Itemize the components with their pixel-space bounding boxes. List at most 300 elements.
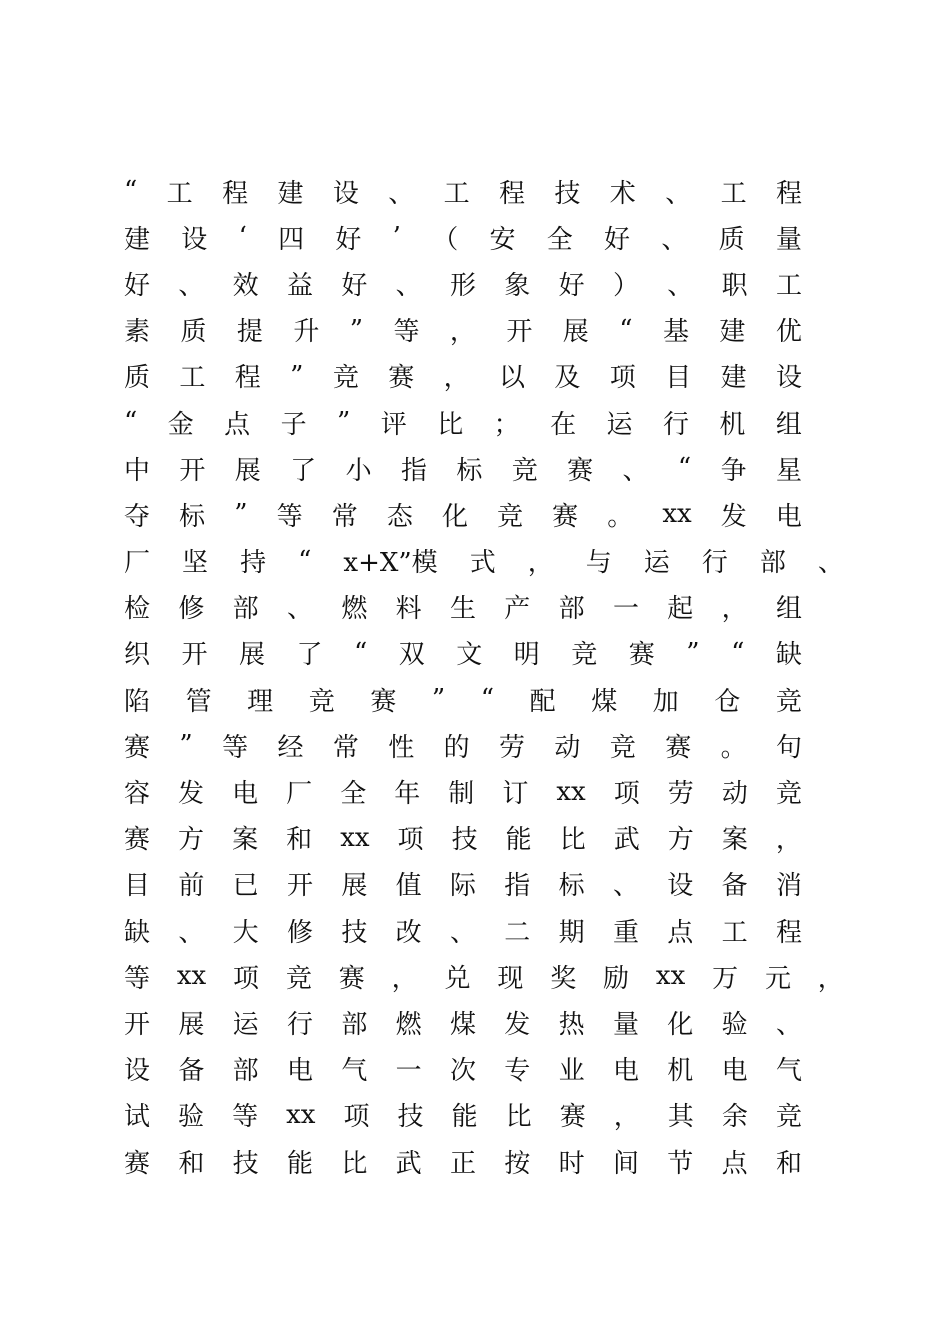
text-token: 术: [609, 178, 636, 209]
text-token: ，: [613, 1102, 640, 1133]
text-token: 等: [276, 501, 303, 532]
text-token: 目: [665, 363, 692, 394]
text-token: 兑: [444, 963, 471, 994]
text-token: 验: [721, 1009, 748, 1040]
text-line-4: [124, 307, 802, 353]
text-token: 容: [124, 779, 151, 810]
text-token: 建: [719, 317, 746, 348]
text-token: 工: [720, 178, 747, 209]
text-line-8: [124, 491, 802, 537]
text-token: 金: [167, 409, 194, 440]
text-token: ”: [337, 407, 351, 438]
text-token: 专: [504, 1056, 531, 1087]
text-token: 电: [232, 779, 259, 810]
text-token: 展: [239, 640, 266, 671]
text-token: 开: [286, 871, 313, 902]
text-token: 缺: [775, 640, 802, 671]
text-token: ，: [443, 363, 470, 394]
text-token: 小: [345, 455, 372, 486]
text-token: 指: [504, 871, 531, 902]
text-token: 管: [185, 686, 212, 717]
text-token: ，: [449, 317, 476, 348]
text-token: 开: [179, 455, 206, 486]
text-token: xx: [340, 822, 370, 853]
text-token: 点: [224, 409, 251, 440]
text-token: 持: [240, 548, 267, 579]
text-token: “: [619, 314, 633, 345]
text-token: ，: [391, 963, 418, 994]
text-token: 期: [558, 917, 585, 948]
text-token: 句: [775, 732, 802, 763]
text-token: 时: [558, 1148, 585, 1179]
text-token: 、: [449, 917, 476, 948]
text-token: 星: [775, 455, 802, 486]
text-token: 在: [550, 409, 577, 440]
text-token: 形: [449, 270, 476, 301]
text-token: 质: [718, 224, 745, 255]
text-token: 展: [341, 871, 368, 902]
text-token: 重: [612, 917, 639, 948]
text-token: 好: [558, 270, 585, 301]
text-token: 电: [721, 1056, 748, 1087]
text-token: 、: [286, 594, 313, 625]
text-token: 动: [721, 779, 748, 810]
text-token: 效: [232, 270, 259, 301]
text-token: ）: [612, 270, 639, 301]
text-token: 行: [701, 548, 728, 579]
text-token: 双: [398, 640, 425, 671]
text-token: 竞: [332, 363, 359, 394]
text-token: 运: [232, 1009, 259, 1040]
text-token: 和: [178, 1148, 205, 1179]
text-token: 设: [332, 178, 359, 209]
text-token: 业: [558, 1056, 585, 1087]
text-token: 、: [775, 1009, 802, 1040]
text-token: 指: [400, 455, 427, 486]
text-line-2: [124, 214, 802, 260]
text-token: 化: [667, 1009, 694, 1040]
text-token: 赛: [124, 732, 151, 763]
text-token: 比: [437, 409, 464, 440]
text-token: 。: [607, 501, 634, 532]
text-line-5: [124, 353, 802, 399]
text-token: 已: [232, 871, 259, 902]
text-token: 理: [247, 686, 274, 717]
text-token: 能: [451, 1102, 478, 1133]
text-line-21: [124, 1092, 802, 1138]
text-line-9: [124, 538, 844, 584]
text-token: 标: [558, 871, 585, 902]
text-token: 行: [286, 1009, 313, 1040]
text-token: 机: [719, 409, 746, 440]
text-token: 工: [721, 917, 748, 948]
text-token: 能: [505, 825, 532, 856]
text-token: 节: [667, 1148, 694, 1179]
text-token: 全: [340, 779, 367, 810]
text-token: 部: [232, 1056, 259, 1087]
text-token: 动: [554, 732, 581, 763]
text-token: 态: [386, 501, 413, 532]
text-token: 建: [277, 178, 304, 209]
text-token: 竞: [497, 501, 524, 532]
text-token: 、: [178, 917, 205, 948]
text-line-12: [124, 676, 802, 722]
text-token: 技: [232, 1148, 259, 1179]
text-token: 煤: [591, 686, 618, 717]
text-token: ，: [527, 548, 554, 579]
text-token: 部: [232, 594, 259, 625]
text-token: 料: [395, 594, 422, 625]
text-token: 、: [388, 178, 415, 209]
text-token: “: [480, 684, 495, 715]
text-token: 开: [124, 1009, 151, 1040]
text-token: 厂: [124, 548, 151, 579]
text-token: 的: [443, 732, 470, 763]
text-token: 技: [341, 917, 368, 948]
text-token: 、: [395, 270, 422, 301]
text-token: 行: [662, 409, 689, 440]
text-token: 评: [380, 409, 407, 440]
text-token: 设: [667, 871, 694, 902]
text-token: 电: [286, 1056, 313, 1087]
text-token: ，: [775, 825, 802, 856]
text-token: 气: [341, 1056, 368, 1087]
text-token: x+X”模: [343, 548, 438, 579]
text-line-10: [124, 584, 802, 630]
text-token: 设: [775, 363, 802, 394]
text-token: 等: [393, 317, 420, 348]
text-token: ，: [817, 963, 844, 994]
text-token: 坚: [182, 548, 209, 579]
text-token: 修: [178, 594, 205, 625]
text-token: 运: [643, 548, 670, 579]
text-token: 一: [612, 594, 639, 625]
text-token: 奖: [550, 963, 577, 994]
text-token: 工: [166, 178, 193, 209]
text-token: 工: [443, 178, 470, 209]
text-token: 竞: [511, 455, 538, 486]
text-token: 项: [609, 363, 636, 394]
text-token: 好: [341, 270, 368, 301]
text-token: 全: [546, 224, 573, 255]
text-token: 前: [178, 871, 205, 902]
text-token: 开: [181, 640, 208, 671]
text-token: 与: [585, 548, 612, 579]
text-token: 程: [775, 178, 802, 209]
text-token: 比: [505, 1102, 532, 1133]
text-token: 展: [234, 455, 261, 486]
text-token: 安: [489, 224, 516, 255]
text-token: 等: [232, 1102, 259, 1133]
text-line-6: [124, 399, 802, 445]
text-token: 项: [613, 779, 640, 810]
text-token: 建: [720, 363, 747, 394]
text-token: 项: [397, 825, 424, 856]
text-token: 赛: [124, 825, 151, 856]
text-token: 比: [559, 825, 586, 856]
text-token: 赛: [552, 501, 579, 532]
text-token: 程: [234, 363, 261, 394]
text-token: ，: [721, 594, 748, 625]
text-token: 电: [612, 1056, 639, 1087]
text-token: 赛: [559, 1102, 586, 1133]
text-token: 益: [286, 270, 313, 301]
text-token: ”: [179, 730, 193, 761]
text-token: 量: [775, 224, 802, 255]
text-line-7: [124, 445, 802, 491]
text-token: 缺: [124, 917, 151, 948]
text-token: 点: [721, 1148, 748, 1179]
text-token: 组: [775, 594, 802, 625]
text-token: 程: [499, 178, 526, 209]
text-token: 正: [449, 1148, 476, 1179]
text-token: “: [731, 637, 745, 668]
text-token: ”: [431, 684, 446, 715]
text-token: 程: [222, 178, 249, 209]
text-token: 质: [124, 363, 151, 394]
text-token: 竞: [285, 963, 312, 994]
text-token: 劳: [667, 779, 694, 810]
text-token: “: [677, 453, 692, 484]
text-token: 基: [662, 317, 689, 348]
text-token: 部: [341, 1009, 368, 1040]
text-token: 竞: [775, 1102, 802, 1133]
text-token: 象: [504, 270, 531, 301]
text-token: “: [124, 176, 138, 207]
text-token: 赛: [370, 686, 397, 717]
text-token: 技: [451, 825, 478, 856]
text-token: 中: [124, 455, 151, 486]
text-token: 程: [775, 917, 802, 948]
text-token: 值: [395, 871, 422, 902]
text-token: 方: [667, 825, 694, 856]
text-token: 技: [554, 178, 581, 209]
text-token: 劳: [499, 732, 526, 763]
text-token: 备: [178, 1056, 205, 1087]
text-token: 好: [124, 270, 151, 301]
text-token: 武: [613, 825, 640, 856]
text-token: 竞: [571, 640, 598, 671]
text-token: 、: [661, 224, 688, 255]
text-token: 案: [721, 825, 748, 856]
text-token: 加: [652, 686, 679, 717]
text-token: 夺: [124, 501, 151, 532]
text-token: xx: [662, 499, 692, 530]
text-token: 优: [775, 317, 802, 348]
text-line-11: [124, 630, 802, 676]
text-token: 煤: [449, 1009, 476, 1040]
text-token: 发: [720, 501, 747, 532]
text-token: 二: [504, 917, 531, 948]
text-token: 升: [293, 317, 320, 348]
text-token: ‘: [238, 222, 247, 253]
text-line-13: [124, 722, 802, 768]
text-token: ”: [290, 360, 304, 391]
text-token: 标: [456, 455, 483, 486]
text-token: 消: [775, 871, 802, 902]
text-token: （: [432, 224, 459, 255]
text-token: 四: [278, 224, 305, 255]
text-token: 、: [667, 270, 694, 301]
text-token: 热: [558, 1009, 585, 1040]
text-token: 、: [817, 548, 844, 579]
text-token: 比: [341, 1148, 368, 1179]
text-token: “: [354, 637, 368, 668]
text-token: 验: [178, 1102, 205, 1133]
text-token: 子: [280, 409, 307, 440]
text-token: “: [298, 545, 312, 576]
text-token: 方: [178, 825, 205, 856]
text-token: 组: [775, 409, 802, 440]
text-line-17: [124, 907, 802, 953]
text-token: 武: [395, 1148, 422, 1179]
text-token: 机: [667, 1056, 694, 1087]
text-token: xx: [556, 776, 586, 807]
text-token: 赛: [567, 455, 594, 486]
text-token: 燃: [341, 594, 368, 625]
text-token: xx: [655, 961, 686, 992]
text-token: 电: [775, 501, 802, 532]
text-token: 竞: [775, 779, 802, 810]
text-line-20: [124, 1046, 802, 1092]
text-token: 争: [720, 455, 747, 486]
text-token: 展: [562, 317, 589, 348]
text-token: 设: [124, 1056, 151, 1087]
text-token: 订: [502, 779, 529, 810]
text-line-1: [124, 168, 802, 214]
text-token: 性: [388, 732, 415, 763]
text-token: 项: [233, 963, 260, 994]
text-token: 一: [395, 1056, 422, 1087]
text-token: 发: [178, 779, 205, 810]
text-line-16: [124, 861, 802, 907]
text-token: 了: [290, 455, 317, 486]
text-token: ”: [234, 499, 248, 530]
text-token: 、: [612, 871, 639, 902]
text-token: 陷: [124, 686, 151, 717]
text-token: 目: [124, 871, 151, 902]
text-token: 好: [335, 224, 362, 255]
text-line-18: [124, 953, 844, 999]
text-token: “: [124, 407, 138, 438]
text-token: 励: [603, 963, 630, 994]
text-token: 大: [232, 917, 259, 948]
text-token: 技: [397, 1102, 424, 1133]
text-token: xx: [176, 961, 207, 992]
text-token: 部: [759, 548, 786, 579]
text-token: 素: [124, 317, 151, 348]
text-token: 运: [606, 409, 633, 440]
text-token: 改: [395, 917, 422, 948]
text-token: 好: [604, 224, 631, 255]
text-token: 和: [775, 1148, 802, 1179]
text-token: 配: [529, 686, 556, 717]
text-token: 设: [181, 224, 208, 255]
text-token: 按: [504, 1148, 531, 1179]
text-token: 建: [124, 224, 151, 255]
text-token: 修: [286, 917, 313, 948]
text-token: 际: [449, 871, 476, 902]
text-token: 提: [236, 317, 263, 348]
text-token: 次: [449, 1056, 476, 1087]
text-token: 常: [331, 501, 358, 532]
text-token: xx: [286, 1099, 316, 1130]
text-token: 职: [721, 270, 748, 301]
text-token: 工: [775, 270, 802, 301]
text-token: 化: [441, 501, 468, 532]
text-token: 赛: [388, 363, 415, 394]
text-token: 竞: [308, 686, 335, 717]
text-token: 。: [720, 732, 747, 763]
body-text: [124, 168, 924, 1184]
text-token: 燃: [395, 1009, 422, 1040]
text-token: 开: [506, 317, 533, 348]
text-token: ”: [686, 637, 700, 668]
text-token: 元: [764, 963, 791, 994]
text-line-3: [124, 260, 802, 306]
text-token: 制: [448, 779, 475, 810]
text-token: 式: [469, 548, 496, 579]
text-token: 年: [394, 779, 421, 810]
text-token: 及: [554, 363, 581, 394]
text-token: 现: [497, 963, 524, 994]
text-token: 生: [449, 594, 476, 625]
text-token: 、: [665, 178, 692, 209]
text-token: 明: [513, 640, 540, 671]
text-token: 余: [721, 1102, 748, 1133]
text-token: 、: [178, 270, 205, 301]
text-token: 试: [124, 1102, 151, 1133]
text-token: 和: [286, 825, 313, 856]
text-token: 赛: [665, 732, 692, 763]
text-token: 点: [667, 917, 694, 948]
text-token: ；: [493, 409, 520, 440]
text-token: 赛: [124, 1148, 151, 1179]
text-token: 竞: [609, 732, 636, 763]
text-token: 气: [775, 1056, 802, 1087]
text-token: 以: [499, 363, 526, 394]
text-token: 等: [124, 963, 151, 994]
text-token: 量: [612, 1009, 639, 1040]
text-line-14: [124, 768, 802, 814]
text-line-19: [124, 999, 802, 1045]
text-token: 经: [277, 732, 304, 763]
text-token: 项: [343, 1102, 370, 1133]
text-token: 了: [296, 640, 323, 671]
text-token: 标: [179, 501, 206, 532]
text-token: 能: [286, 1148, 313, 1179]
text-token: 发: [504, 1009, 531, 1040]
text-token: 万: [712, 963, 739, 994]
text-token: 其: [667, 1102, 694, 1133]
text-token: 竞: [775, 686, 802, 717]
text-token: 间: [612, 1148, 639, 1179]
text-token: 工: [179, 363, 206, 394]
text-line-15: [124, 815, 802, 861]
text-token: 产: [504, 594, 531, 625]
text-token: ’: [392, 222, 401, 253]
text-token: 起: [667, 594, 694, 625]
text-token: 厂: [286, 779, 313, 810]
text-token: 织: [124, 640, 151, 671]
text-token: 仓: [714, 686, 741, 717]
text-token: 赛: [338, 963, 365, 994]
text-token: 部: [558, 594, 585, 625]
text-token: 备: [721, 871, 748, 902]
text-token: 等: [222, 732, 249, 763]
text-token: 质: [180, 317, 207, 348]
text-token: 展: [178, 1009, 205, 1040]
